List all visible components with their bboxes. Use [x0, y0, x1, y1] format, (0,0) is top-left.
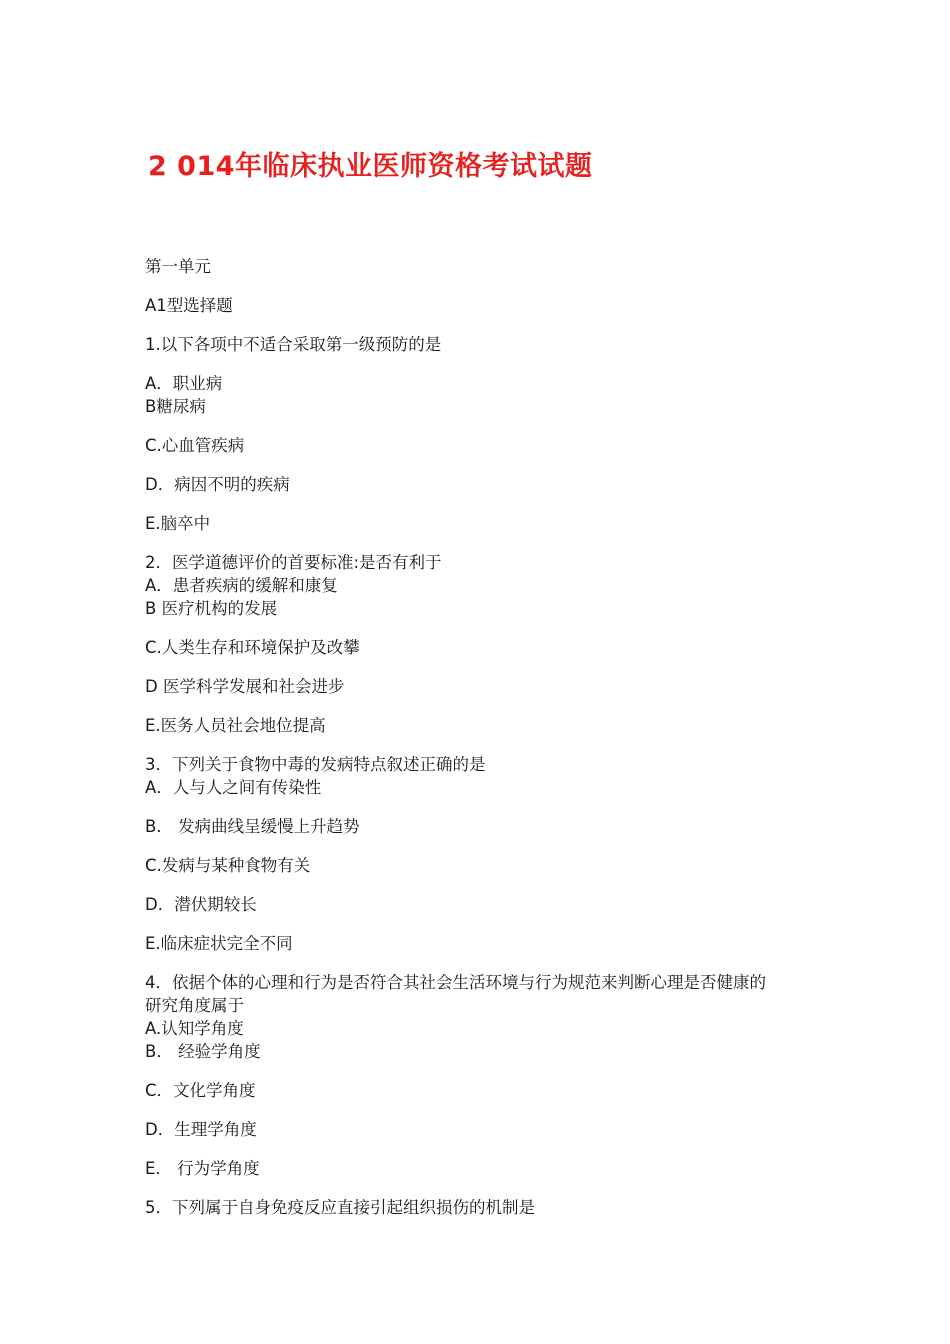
question-stem-continued: 研究角度属于	[145, 996, 244, 1015]
question-stem: 5．下列属于自身免疫反应直接引起组织损伤的机制是	[145, 1198, 535, 1217]
unit-heading: 第一单元	[145, 257, 211, 276]
question-stem: 4．依据个体的心理和行为是否符合其社会生活环境与行为规范来判断心理是否健康的	[145, 973, 766, 992]
question-option: B． 经验学角度	[145, 1042, 261, 1061]
section-type: A1型选择题	[145, 296, 233, 315]
question-option: A．人与人之间有传染性	[145, 778, 322, 797]
question-stem: 3．下列关于食物中毒的发病特点叙述正确的是	[145, 755, 486, 774]
question-option: A.认知学角度	[145, 1019, 244, 1038]
question-option: B． 发病曲线呈缓慢上升趋势	[145, 817, 360, 836]
question-option: B 医疗机构的发展	[145, 599, 278, 618]
question-option: E． 行为学角度	[145, 1159, 260, 1178]
question-option: C.人类生存和环境保护及改攀	[145, 638, 360, 657]
question-option: E.医务人员社会地位提高	[145, 716, 326, 735]
question-option: B糖尿病	[145, 397, 206, 416]
question-option: C.发病与某种食物有关	[145, 856, 311, 875]
question-option: E.临床症状完全不同	[145, 934, 293, 953]
question-option: C．文化学角度	[145, 1081, 256, 1100]
question-option: C.心血管疾病	[145, 436, 245, 455]
page-title: 2 014年临床执业医师资格考试试题	[148, 151, 593, 182]
question-option: D 医学科学发展和社会进步	[145, 677, 345, 696]
question-option: A．患者疾病的缓解和康复	[145, 576, 338, 595]
question-option: D．潜伏期较长	[145, 895, 257, 914]
question-option: E.脑卒中	[145, 514, 211, 533]
question-stem: 1.以下各项中不适合采取第一级预防的是	[145, 335, 442, 354]
question-option: D．病因不明的疾病	[145, 475, 290, 494]
question-option: D．生理学角度	[145, 1120, 257, 1139]
question-option: A．职业病	[145, 374, 223, 393]
question-stem: 2．医学道德评价的首要标准:是否有利于	[145, 553, 442, 572]
